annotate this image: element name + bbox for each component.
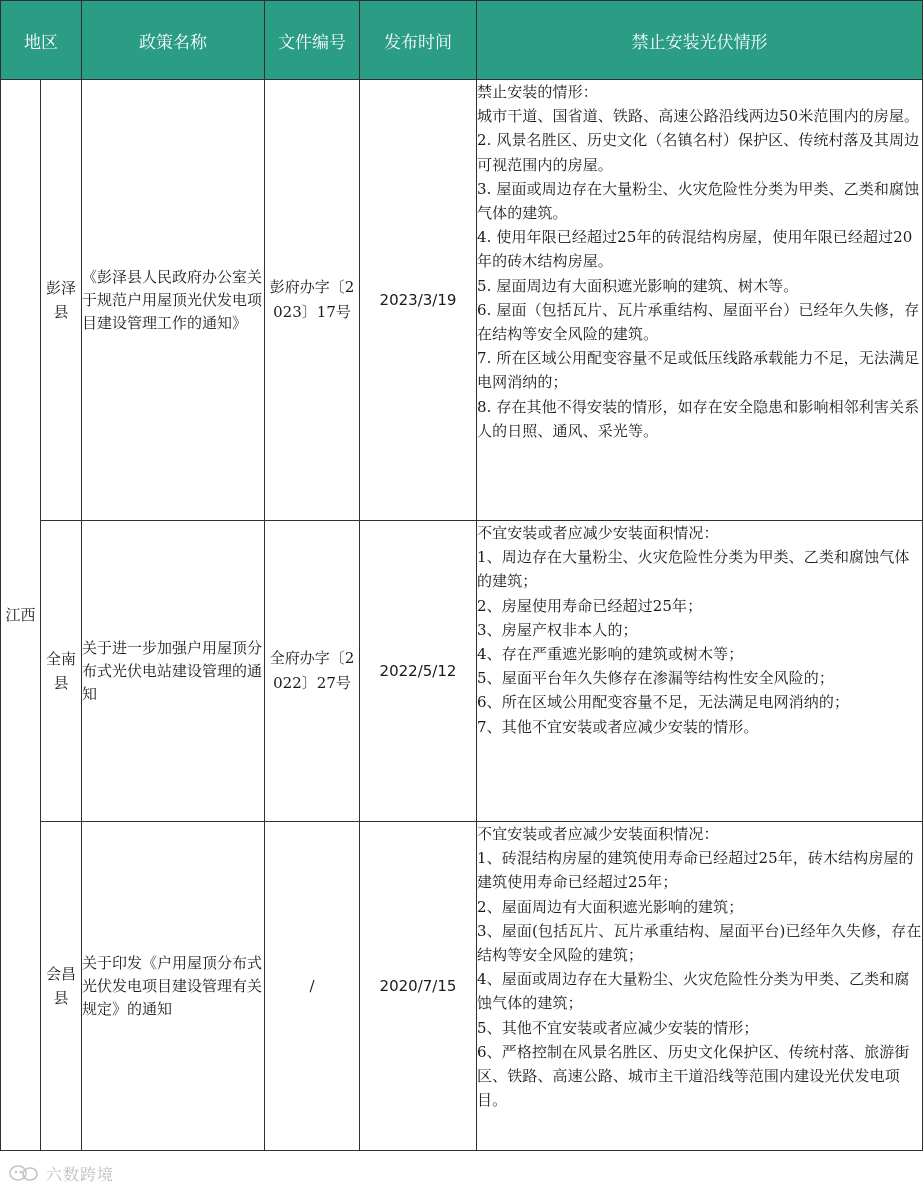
- watermark-logo-icon: [8, 1163, 42, 1183]
- detail-line: 1、砖混结构房屋的建筑使用寿命已经超过25年，砖木结构房屋的建筑使用寿命已经超过25年；: [477, 849, 914, 892]
- detail-line: 4、屋面或周边存在大量粉尘、火灾危险性分类为甲类、乙类和腐蚀气体的建筑；: [477, 970, 910, 1013]
- table-header-row: [1, 1, 923, 80]
- detail-line: 2. 风景名胜区、历史文化（名镇名村）保护区、传统村落及其周边可视范围内的房屋。: [477, 131, 920, 174]
- doc-number-cell: 全府办字〔2022〕27号: [265, 521, 360, 822]
- county-cell: 彭泽县: [41, 80, 82, 521]
- detail-line: 2、屋面周边有大面积遮光影响的建筑；: [477, 897, 744, 916]
- detail-line: 8. 存在其他不得安装的情形，如存在安全隐患和影响相邻利害关系人的日照、通风、采光等。: [477, 397, 920, 440]
- detail-line: 2、房屋使用寿命已经超过25年；: [477, 596, 703, 615]
- detail-line: 6. 屋面（包括瓦片、瓦片承重结构、屋面平台）已经年久失修，存在结构等安全风险的建筑。: [477, 300, 920, 344]
- detail-line: 禁止安装的情形：: [477, 83, 598, 101]
- header-publish-date: 发布时间: [360, 1, 477, 80]
- policy-name-cell: 《彭泽县人民政府办公室关于规范户用屋顶光伏发电项目建设管理工作的通知》: [82, 80, 265, 521]
- detail-line: 城市干道、国省道、铁路、高速公路沿线两边50米范围内的房屋。: [477, 107, 920, 126]
- publish-date-cell: 2020/7/15: [360, 822, 477, 1151]
- detail-line: 5. 屋面周边有大面积遮光影响的建筑、树木等。: [477, 276, 799, 295]
- table-row: [1, 521, 923, 822]
- detail-line: 1、周边存在大量粉尘、火灾危险性分类为甲类、乙类和腐蚀气体的建筑；: [477, 548, 910, 591]
- publish-date-cell: 2023/3/19: [360, 80, 477, 521]
- province-cell: 江西: [1, 80, 41, 1151]
- detail-line: 5、屋面平台年久失修存在渗漏等结构性安全风险的；: [477, 669, 834, 688]
- header-region: 地区: [1, 1, 82, 80]
- detail-line: 4. 使用年限已经超过25年的砖混结构房屋，使用年限已经超过20年的砖木结构房屋。: [477, 228, 913, 271]
- header-prohibited: 禁止安装光伏情形: [477, 1, 923, 80]
- detail-line: 6、所在区域公用配变容量不足，无法满足电网消纳的；: [477, 693, 850, 712]
- publish-date-cell: 2022/5/12: [360, 521, 477, 822]
- detail-line: 不宜安装或者应减少安装面积情况：: [477, 825, 719, 843]
- detail-line: 5、其他不宜安装或者应减少安装的情形；: [477, 1018, 759, 1037]
- prohibited-details-cell: [477, 521, 923, 822]
- watermark: [8, 1160, 114, 1186]
- policy-name-cell: 关于进一步加强户用屋顶分布式光伏电站建设管理的通知: [82, 521, 265, 822]
- header-policy-name: 政策名称: [82, 1, 265, 80]
- detail-line: 3、房屋产权非本人的；: [477, 620, 638, 639]
- detail-line: 4、存在严重遮光影响的建筑或树木等；: [477, 645, 744, 664]
- detail-line: 7、其他不宜安装或者应减少安装的情形。: [477, 717, 759, 736]
- detail-line: 不宜安装或者应减少安装面积情况：: [477, 524, 719, 542]
- doc-number-cell: /: [265, 822, 360, 1151]
- prohibited-details-cell: [477, 80, 923, 521]
- detail-line: 6、严格控制在风景名胜区、历史文化保护区、传统村落、旅游街区、铁路、高速公路、城市主干道沿线等范围内建设光伏发电项目。: [477, 1042, 910, 1110]
- detail-line: 7. 所在区域公用配变容量不足或低压线路承载能力不足，无法满足电网消纳的；: [477, 349, 920, 392]
- policy-name-cell: 关于印发《户用屋顶分布式光伏发电项目建设管理有关规定》的通知: [82, 822, 265, 1151]
- header-doc-number: 文件编号: [265, 1, 360, 80]
- county-cell: 会昌县: [41, 822, 82, 1151]
- table-row: [1, 80, 923, 521]
- table-row: [1, 822, 923, 1151]
- watermark-text: 六数跨境: [46, 1164, 115, 1184]
- prohibited-details-cell: [477, 822, 923, 1151]
- detail-line: 3. 屋面或周边存在大量粉尘、火灾危险性分类为甲类、乙类和腐蚀气体的建筑。: [477, 179, 920, 223]
- county-cell: 全南县: [41, 521, 82, 822]
- detail-line: 3、屋面(包括瓦片、瓦片承重结构、屋面平台)已经年久失修，存在结构等安全风险的建筑；: [477, 921, 922, 965]
- doc-number-cell: 彭府办字〔2023〕17号: [265, 80, 360, 521]
